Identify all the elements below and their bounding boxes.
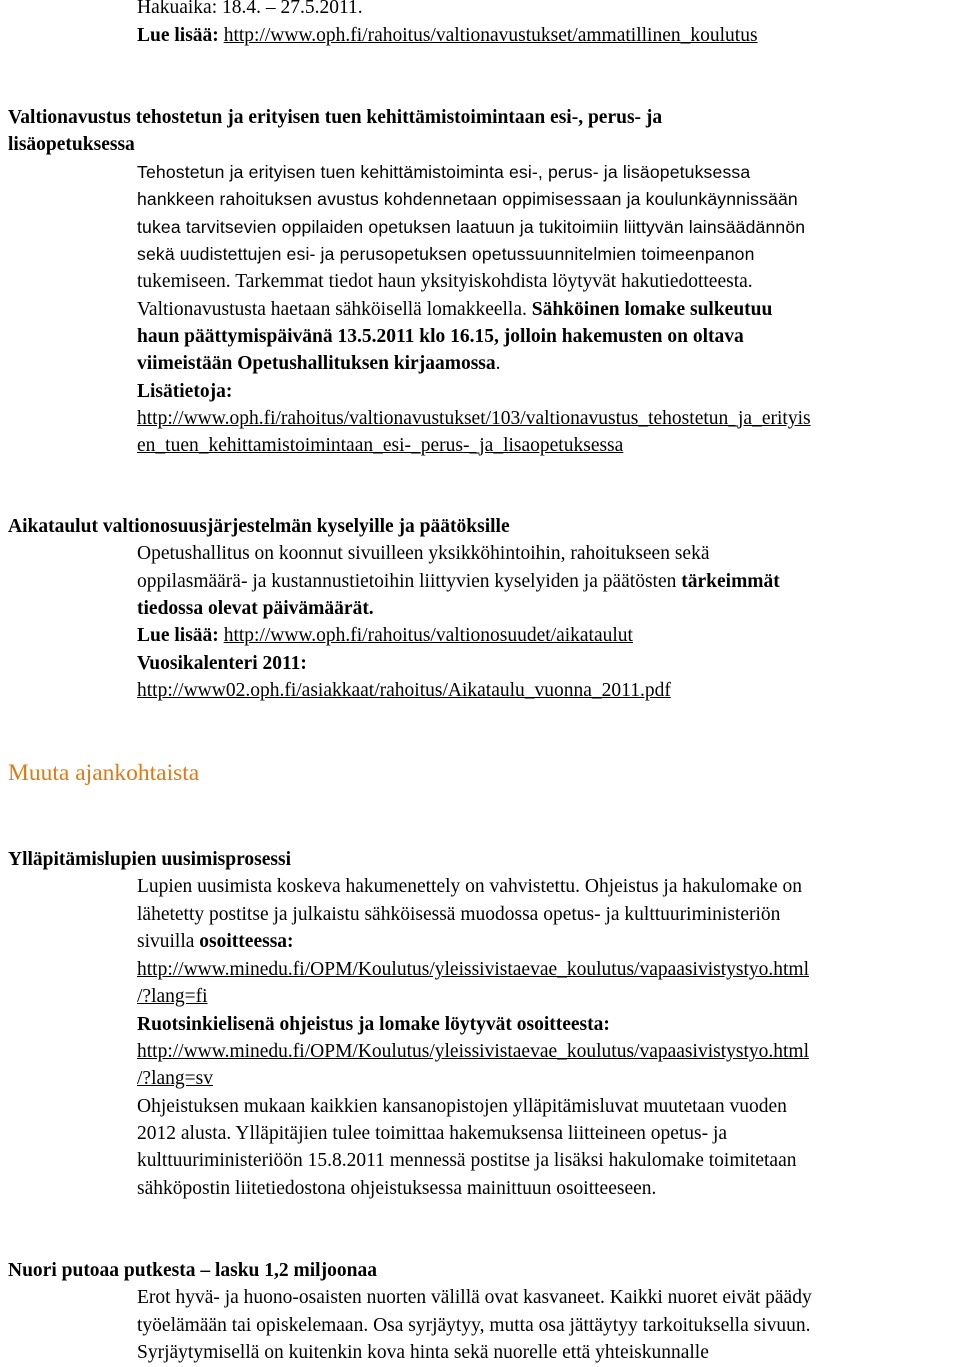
minedu-sv-link-cont[interactable]: /?lang=sv <box>137 1068 213 1089</box>
ruotsinkielinen-label: Ruotsinkielisenä ohjeistus ja lomake löytyvät osoitteesta: <box>137 1014 610 1035</box>
section1-body-line: tukea tarvitsevien oppilaiden opetuksen laatuun ja tukitoimiin liittyvän lainsäädännön <box>137 217 806 237</box>
section2-line2 <box>137 568 780 595</box>
tehostetun-link[interactable]: http://www.oph.fi/rahoitus/valtionavustukset/103/valtionavustus_tehostetun_ja_erityis <box>137 408 811 429</box>
section1-body-line: Tehostetun ja erityisen tuen kehittämistoiminta esi-, perus- ja lisäopetuksessa <box>137 162 751 182</box>
section4-body-line: Syrjäytymisellä on kuitenkin kova hinta sekä nuorelle että yhteiskunnalle <box>137 1342 709 1363</box>
minedu-sv-link-line2[interactable] <box>137 1065 213 1092</box>
sivuilla-text: sivuilla <box>137 931 195 952</box>
lisatietoja-label: Lisätietoja: <box>137 381 233 402</box>
period: . <box>495 353 501 374</box>
section2-heading: Aikataulut valtionosuusjärjestelmän kyselyille ja päätöksille <box>8 516 510 537</box>
section3-line2: lähetetty postitse ja julkaistu sähköisessä muodossa opetus- ja kulttuuriministeriön <box>137 904 781 925</box>
section2-lue-lisaa <box>137 622 633 649</box>
section3-tail-line: 2012 alusta. Ylläpitäjien tulee toimittaa hakemuksensa liitteineen opetus- ja <box>137 1123 728 1144</box>
minedu-sv-link-line1[interactable] <box>137 1038 809 1065</box>
section1-line7: haun päättymispäivänä 13.5.2011 klo 16.15, jolloin hakemusten on oltava <box>137 326 744 347</box>
section4-heading: Nuori putoaa putkesta – lasku 1,2 miljoonaa <box>8 1260 377 1281</box>
tarkeimmat-bold: tärkeimmät <box>681 571 780 592</box>
section1-line6 <box>137 296 772 323</box>
vuosikalenteri-link-line[interactable] <box>137 677 671 704</box>
section4-body-line: Erot hyvä- ja huono-osaisten nuorten välillä ovat kasvaneet. Kaikki nuoret eivät päädy <box>137 1287 812 1308</box>
section2-line2-text: oppilasmäärä- ja kustannustietoihin liittyvien kyselyiden ja päätösten <box>137 571 677 592</box>
lue-lisaa-line-1 <box>137 22 758 49</box>
lue-lisaa-label: Lue lisää: <box>137 625 219 646</box>
minedu-fi-link-line1[interactable] <box>137 956 809 983</box>
aikataulut-link[interactable]: http://www.oph.fi/rahoitus/valtionosuudet/aikataulut <box>223 625 633 646</box>
section3-tail-line: sähköpostin liitetiedostona ohjeistuksessa mainittuun osoitteeseen. <box>137 1178 657 1199</box>
minedu-fi-link[interactable]: http://www.minedu.fi/OPM/Koulutus/yleissivistaevae_koulutus/vapaasivistystyo.html <box>137 959 809 980</box>
tehostetun-link-cont[interactable]: en_tuen_kehittamistoimintaan_esi-_perus-_ja_lisaopetuksessa <box>137 435 624 456</box>
kirjaamo-bold: viimeistään Opetushallituksen kirjaamossa <box>137 353 496 374</box>
minedu-sv-link[interactable]: http://www.minedu.fi/OPM/Koulutus/yleissivistaevae_koulutus/vapaasivistystyo.html <box>137 1041 809 1062</box>
section3-line3 <box>137 928 294 955</box>
lomake-sulkeutuu-bold: Sähköinen lomake sulkeutuu <box>531 299 773 320</box>
hakuaika-line: Hakuaika: 18.4. – 27.5.2011. <box>137 0 363 18</box>
ammatillinen-link[interactable]: http://www.oph.fi/rahoitus/valtionavustukset/ammatillinen_koulutus <box>223 25 758 46</box>
section3-tail-line: kulttuuriministeriöön 15.8.2011 mennessä postitse ja lisäksi hakulomake toimitetaan <box>137 1150 797 1171</box>
minedu-fi-link-line2[interactable] <box>137 983 208 1010</box>
section3-tail-line: Ohjeistuksen mukaan kaikkien kansanopistojen ylläpitämisluvat muutetaan vuoden <box>137 1096 787 1117</box>
section3-line1: Lupien uusimista koskeva hakumenettely on vahvistettu. Ohjeistus ja hakulomake on <box>137 876 803 897</box>
lomake-text: Valtionavustusta haetaan sähköisellä lomakkeella. <box>137 299 527 320</box>
section1-body-line: tukemiseen. Tarkemmat tiedot haun yksityiskohdista löytyvät hakutiedotteesta. <box>137 271 753 292</box>
section4-body-line: työelämään tai opiskelemaan. Osa syrjäytyy, mutta osa jättäytyy tarkoituksella sivuun. <box>137 1315 811 1336</box>
section3-heading: Ylläpitämislupien uusimisprosessi <box>8 849 292 870</box>
muuta-ajankohtaista-heading: Muuta ajankohtaista <box>8 760 200 786</box>
minedu-fi-link-cont[interactable]: /?lang=fi <box>137 986 208 1007</box>
section2-line3: tiedossa olevat päivämäärät. <box>137 598 374 619</box>
tehostetun-link-line1[interactable] <box>137 405 811 432</box>
vuosikalenteri-link[interactable]: http://www02.oph.fi/asiakkaat/rahoitus/Aikataulu_vuonna_2011.pdf <box>137 680 671 701</box>
section1-line8 <box>137 350 501 377</box>
section2-line1: Opetushallitus on koonnut sivuilleen yksikköhintoihin, rahoitukseen sekä <box>137 543 710 564</box>
tehostetun-link-line2[interactable] <box>137 432 623 459</box>
osoitteessa-bold: osoitteessa: <box>199 931 294 952</box>
vuosikalenteri-label: Vuosikalenteri 2011: <box>137 653 307 674</box>
section1-heading-line1: Valtionavustus tehostetun ja erityisen tuen kehittämistoimintaan esi-, perus- ja <box>8 107 663 128</box>
lue-lisaa-label: Lue lisää: <box>137 25 219 46</box>
section1-body-line: hankkeen rahoituksen avustus kohdennetaan oppimisessaan ja koulunkäynnissään <box>137 189 798 209</box>
section1-body-line: sekä uudistettujen esi- ja perusopetuksen opetussuunnitelmien toimeenpanon <box>137 244 755 264</box>
section1-heading-line2: lisäopetuksessa <box>8 134 135 155</box>
